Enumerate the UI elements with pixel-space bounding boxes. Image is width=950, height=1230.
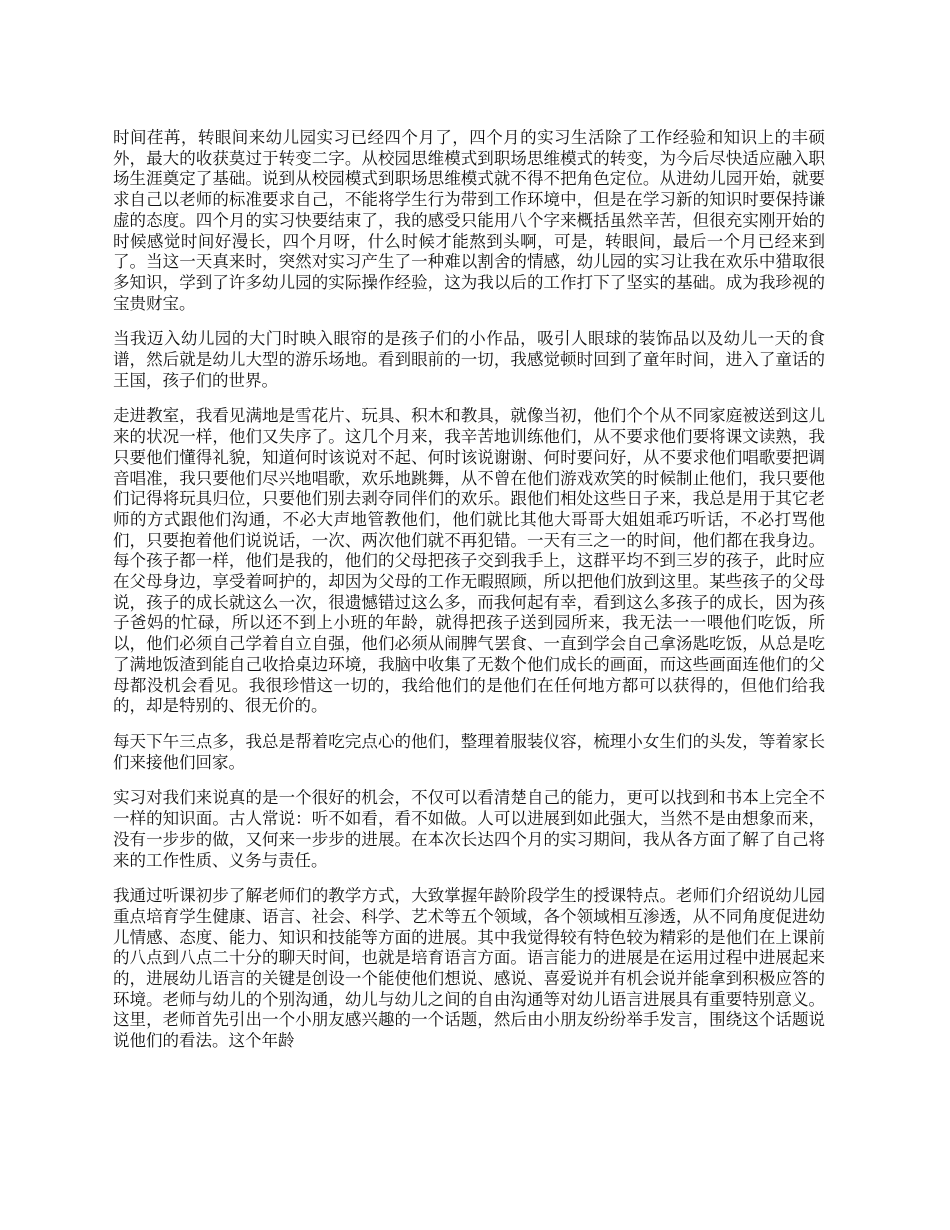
paragraph-3: 走进教室，我看见满地是雪花片、玩具、积木和教具，就像当初，他们个个从不同家庭被送到这儿来的状况一样，他们又失序了。这几个月来，我辛苦地训练他们，从不要求他们要将课文读熟，我只要他们懂得礼貌，知道何时该说对不起、何时该说谢谢、何时要问好，从不要求他们唱歌要把调音唱准，我只要他们尽兴地唱歌，欢乐地跳舞，从不曾在他们游戏欢笑的时候制止他们，我只要他们记得将玩具归位，只要他们别去剥夺同伴们的欢乐。跟他们相处这些日子来，我总是用于其它老师的方式跟他们沟通，不必大声地管教他们，他们就比其他大哥哥大姐姐乖巧听话，不必打骂他们，只要抱着他们说说话，一次、两次他们就不再犯错。一天有三之一的时间，他们都在我身边。每个孩子都一样，他们是我的，他们的父母把孩子交到我手上，这群平均不到三岁的孩子，此时应在父母身边，享受着呵护的，却因为父母的工作无暇照顾，所以把他们放到这里。某些孩子的父母说，孩子的成长就这么一次，很遗憾错过这么多，而我何起有幸，看到这么多孩子的成长，因为孩子爸妈的忙碌，所以还不到上小班的年龄，就得把孩子送到园所来，我无法一一喂他们吃饭，所以，他们必须自己学着自立自强，他们必须从闹脾气罢食、一直到学会自己拿汤匙吃饭，从总是吃了满地饭渣到能自己收拾桌边环境，我脑中收集了无数个他们成长的画面，而这些画面连他们的父母都没机会看见。我很珍惜这一切的，我给他们的是他们在任何地方都可以获得的，但他们给我的，却是特别的、很无价的。 <box>113 406 825 716</box>
paragraph-4: 每天下午三点多，我总是帮着吃完点心的他们，整理着服装仪容，梳理小女生们的头发，等着家长们来接他们回家。 <box>113 731 825 772</box>
paragraph-6: 我通过听课初步了解老师们的教学方式，大致掌握年龄阶段学生的授课特点。老师们介绍说幼儿园重点培育学生健康、语言、社会、科学、艺术等五个领域，各个领域相互渗透，从不同角度促进幼儿情感、态度、能力、知识和技能等方面的进展。其中我觉得较有特色较为精彩的是他们在上课前的八点到八点二十分的聊天时间，也就是培育语言方面。语言能力的进展是在运用过程中进展起来的，进展幼儿语言的关键是创设一个能使他们想说、感说、喜爱说并有机会说并能拿到积极应答的环境。老师与幼儿的个别沟通，幼儿与幼儿之间的自由沟通等对幼儿语言进展具有重要特别意义。这里，老师首先引出一个小朋友感兴趣的一个话题，然后由小朋友纷纷举手发言，围绕这个话题说说他们的看法。这个年龄 <box>113 886 825 1051</box>
paragraph-5: 实习对我们来说真的是一个很好的机会，不仅可以看清楚自己的能力，更可以找到和书本上完全不一样的知识面。古人常说：听不如看，看不如做。人可以进展到如此强大，当然不是由想象而来，没有一步步的做，又何来一步步的进展。在本次长达四个月的实习期间，我从各方面了解了自己将来的工作性质、义务与责任。 <box>113 788 825 870</box>
paragraph-1: 时间荏苒，转眼间来幼儿园实习已经四个月了，四个月的实习生活除了工作经验和知识上的丰硕外，最大的收获莫过于转变二字。从校园思维模式到职场思维模式的转变，为今后尽快适应融入职场生涯奠定了基础。说到从校园模式到职场思维模式就不得不把角色定位。从进幼儿园开始，就要求自己以老师的标准要求自己，不能将学生行为带到工作环境中，但是在学习新的知识时要保持谦虚的态度。四个月的实习快要结束了，我的感受只能用八个字来概括虽然辛苦，但很充实刚开始的时候感觉时间好漫长，四个月呀，什么时候才能熬到头啊，可是，转眼间，最后一个月已经来到了。当这一天真来时，突然对实习产生了一种难以割舍的情感，幼儿园的实习让我在欢乐中猎取很多知识，学到了许多幼儿园的实际操作经验，这为我以后的工作打下了坚实的基础。成为我珍视的宝贵财宝。 <box>113 128 825 313</box>
paragraph-2: 当我迈入幼儿园的大门时映入眼帘的是孩子们的小作品，吸引人眼球的装饰品以及幼儿一天的食谱，然后就是幼儿大型的游乐场地。看到眼前的一切，我感觉顿时回到了童年时间，进入了童话的王国，孩子们的世界。 <box>113 329 825 390</box>
document-body <box>113 128 825 1067</box>
